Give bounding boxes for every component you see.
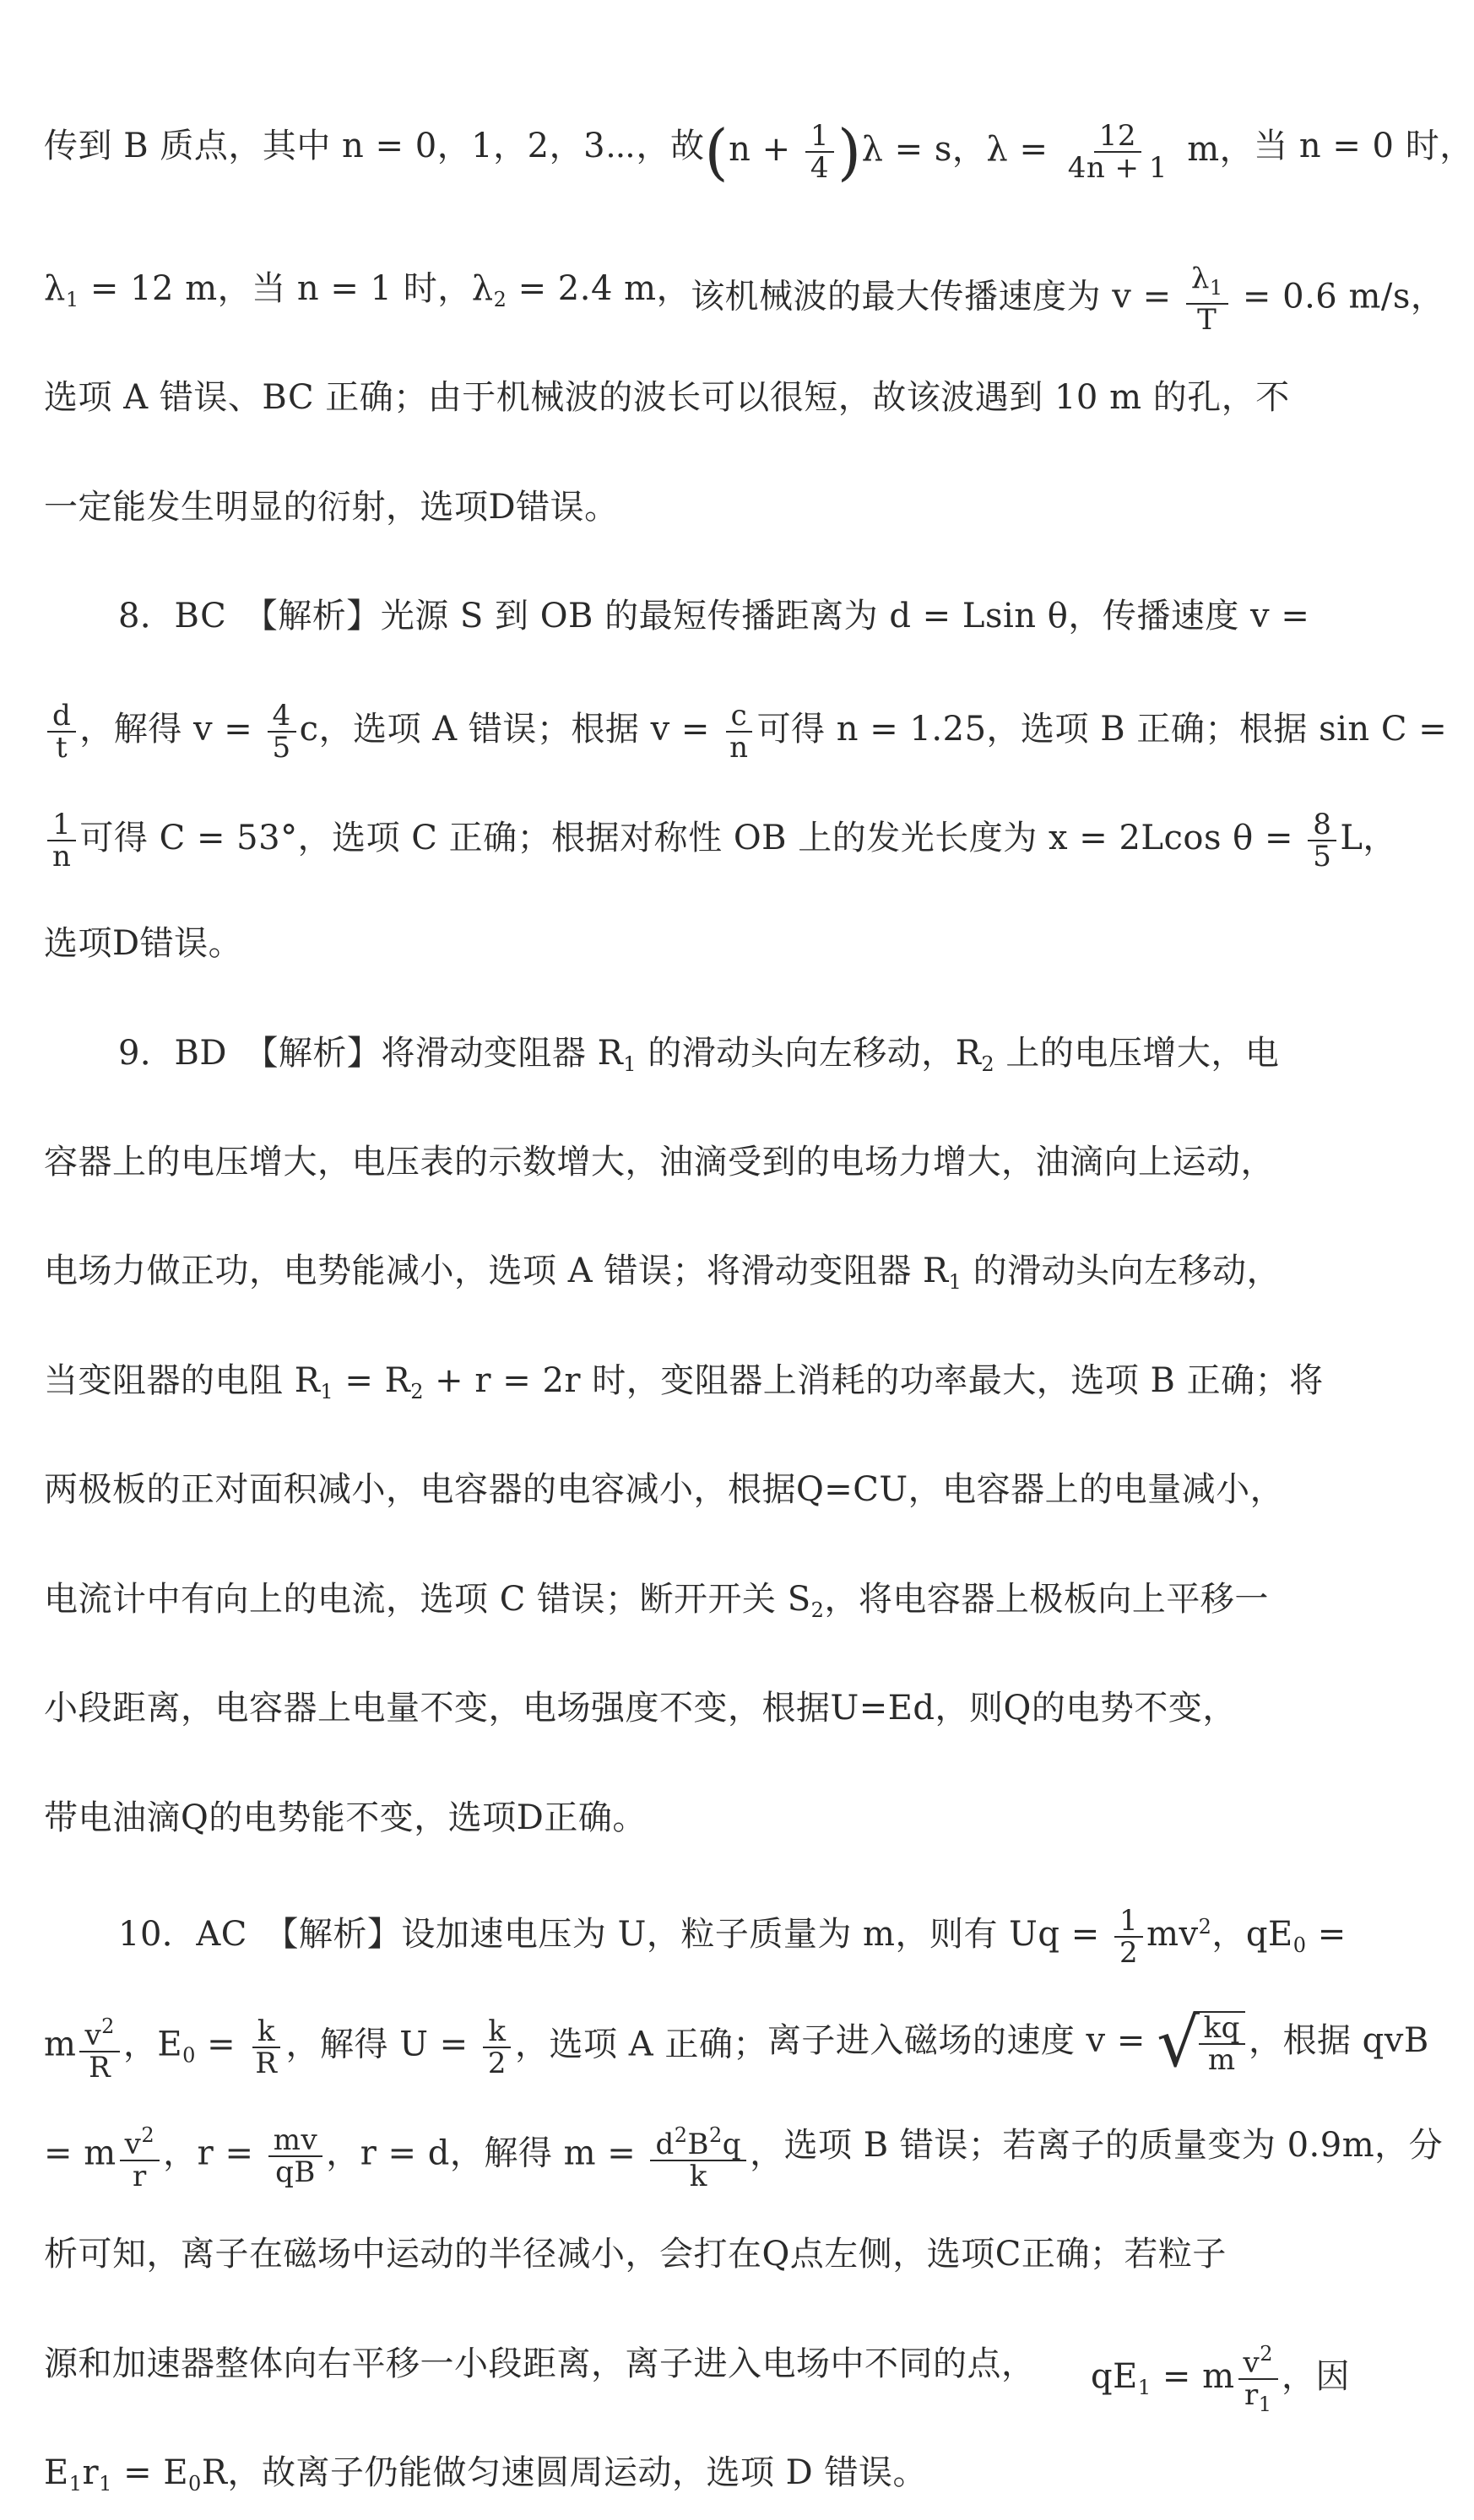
text-line-14: 电流计中有向上的电流，选项 C 错误；断开开关 $S_2$，将电容器上极板向上平移一 <box>44 1580 1269 1622</box>
text-line-15: 小段距离，电容器上电量不变，电场强度不变，根据U=Ed，则Q的电势不变， <box>44 1689 1237 1728</box>
text-line-22: $E_1r_1 = E_0R$，故离子仍能做匀速圆周运动，选项 D 错误。 <box>44 2453 927 2496</box>
text-line-18: m $\frac{v^2}{R}$ ，$E_0$ = $\frac{k}{R}$ ，解得 U = $\frac{k}{2}$ ，选项 A 正确； 离子进入磁场的速度 v = √ $\frac{kq}{m}$ ，根据 qvB <box>44 2004 1429 2085</box>
text-line-9: 9．BD 【解析】将滑动变阻器 $R_1$ 的滑动头向左移动，$R_2$ 上的电压增大，电 <box>118 1034 1280 1076</box>
text-line-1: 传到 B 质点，其中 n = 0，1，2，3⋯，故 (n + $\frac{1}{4}$ )λ = s， λ = $\frac{12}{4n + 1}$ m， 当 n = 0 时， <box>44 116 1474 187</box>
text-line-6: $\frac{d}{t}$ ，解得 v = $\frac{4}{5}$ c，选项 A 错误； 根据 v = $\frac{c}{n}$ 可得 n = 1.25，选项 B 正确；根据 sin C = <box>44 700 1350 751</box>
text-line-7: $\frac{1}{n}$ 可得 C = 53°，选项 C 正确； 根据对称性 OB 上的发光长度为 x = 2Lcos θ = $\frac{8}{5}$ L， <box>44 809 1350 860</box>
text-line-4: 一定能发生明显的衍射，选项D错误。 <box>44 488 619 527</box>
text-line-2: $\lambda_1 = 12$ m，当 n = 1 时，$\lambda_2 = 2.4$ m， 该机械波的最大传播速度为 v = $\frac{\lambda_1}{T}$ = 0.6 m/s， <box>44 262 1445 337</box>
text-line-20: 析可知，离子在磁场中运动的半径减小，会打在Q点左侧，选项C正确；若粒子 <box>44 2235 1227 2274</box>
text-line-11: 电场力做正功，电势能减小，选项 A 错误；将滑动变阻器 $R_1$ 的滑动头向左移动， <box>44 1252 1282 1294</box>
text-line-10: 容器上的电压增大，电压表的示数增大，油滴受到的电场力增大，油滴向上运动， <box>44 1143 1275 1182</box>
text-line-3: 选项 A 错误、BC 正确；由于机械波的波长可以很短，故该波遇到 10 m 的孔，不 <box>44 378 1290 417</box>
text-line-12: 当变阻器的电阻 $R_1 = R_2 + r = 2r$ 时，变阻器上消耗的功率最大，选项 B 正确；将 <box>44 1361 1324 1403</box>
text-line-16: 带电油滴Q的电势能不变，选项D正确。 <box>44 1798 647 1837</box>
text-line-21: 源和加速器整体向右平移一小段距离，离子进入电场中不同的点， $qE_1 = m$ $\frac{v^2}{r_1}$ ，因 <box>44 2339 1350 2389</box>
text-line-13: 两极板的正对面积减小，电容器的电容减小，根据Q=CU，电容器上的电量减小， <box>44 1470 1285 1509</box>
text-line-5: 8．BC 【解析】光源 S 到 OB 的最短传播距离为 d = Lsin θ，传播速度 v = <box>118 597 1310 635</box>
text-line-17: 10．AC 【解析】设加速电压为 U，粒子质量为 m，则有 Uq = $\frac{1}{2}$ $mv^2$，$qE_0$ = <box>118 1904 1347 1970</box>
text-line-8: 选项D错误。 <box>44 924 243 963</box>
text-line-19: = m $\frac{v^2}{r}$ ，r = $\frac{mv}{qB}$ ，r = d，解得 m = $\frac{d^2B^2q}{k}$ ， 选项 B 错误；若离子的质量变为 0.9m，分 <box>44 2120 1350 2171</box>
